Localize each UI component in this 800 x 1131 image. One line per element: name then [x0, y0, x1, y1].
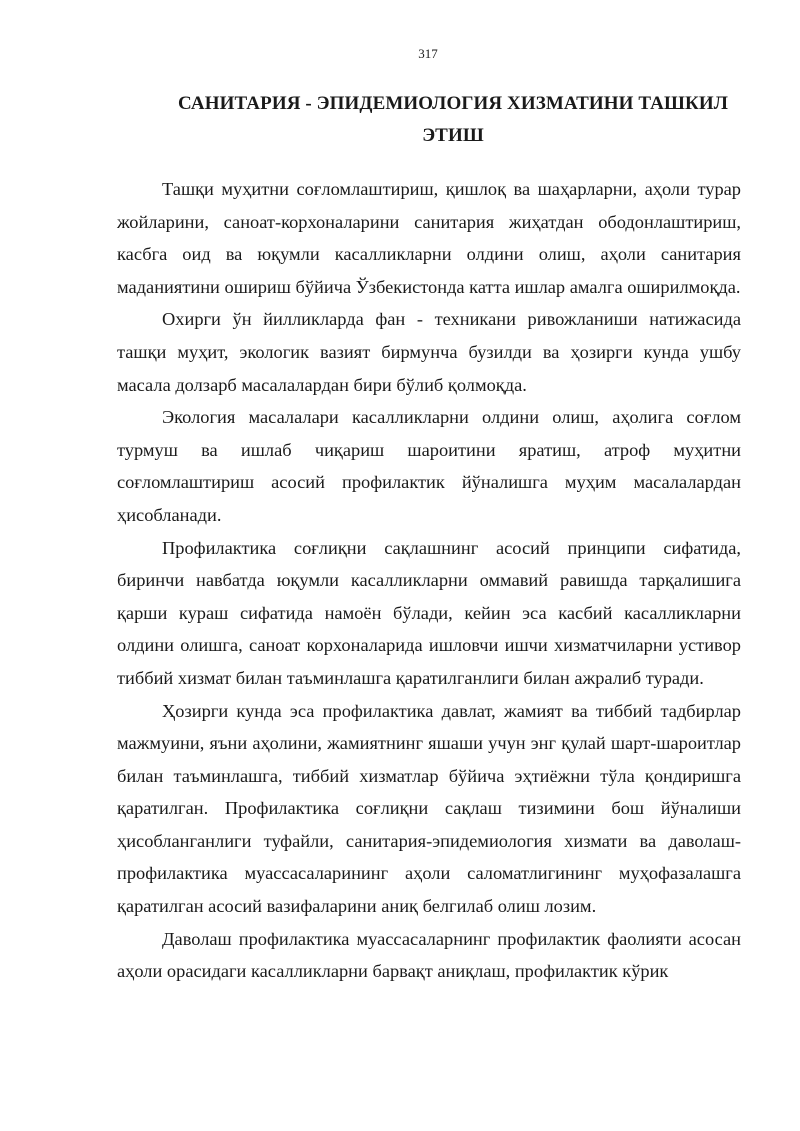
- body-text: [117, 173, 741, 988]
- paragraph: Охирги ўн йилликларда фан - техникани ривожланиши натижасида ташқи муҳит, экологик вазият бирмунча бузилди ва ҳозирги кунда ушбу масала долзарб масалалардан бири бўлиб қолмоқда.: [117, 309, 741, 395]
- paragraph: Ташқи муҳитни соғломлаштириш, қишлоқ ва шаҳарларни, аҳоли турар жойларини, саноат-корхоналарини санитария жиҳатдан ободонлаштириш, касбга оид ва юқумли касалликларни олдини олиш, аҳоли санитария маданиятини ошириш бўйича Ўзбекистонда катта ишлар амалга оширилмоқда.: [117, 179, 741, 297]
- title-line-1: САНИТАРИЯ - ЭПИДЕМИОЛОГИЯ ХИЗМАТИНИ ТАШКИЛ: [178, 93, 728, 114]
- page-title: [138, 88, 768, 152]
- paragraph: Ҳозирги кунда эса профилактика давлат, жамият ва тиббий тадбирлар мажмуини, яъни аҳолини, жамиятнинг яшаши учун энг қулай шарт-шароитлар билан таъминлашга, тиббий хизматлар бўйича эҳтиёжни тўла қондиришга қаратилган. Профилактика соғлиқни сақлаш тизимини бош йўналиши ҳисобланганлиги туфайли, санитария-эпидемиология хизмати ва даволаш-профилактика муассасаларининг аҳоли саломатлигининг муҳофазалашга қаратилган асосий вазифаларини аниқ белгилаб олиш лозим.: [117, 700, 741, 917]
- title-line-2: ЭТИШ: [422, 125, 484, 146]
- page-number: 317: [418, 46, 438, 61]
- paragraph: Экология масалалари касалликларни олдини олиш, аҳолига соғлом турмуш ва ишлаб чиқариш шароитини яратиш, атроф муҳитни соғломлаштириш асосий профилактик йўналишга муҳим масалалардан ҳисобланади.: [117, 407, 741, 525]
- paragraph: Даволаш профилактика муассасаларнинг профилактик фаолияти асосан аҳоли орасидаги касалликларни барвақт аниқлаш, профилактик кўрик: [117, 928, 741, 982]
- paragraph: Профилактика соғлиқни сақлашнинг асосий принципи сифатида, биринчи навбатда юқумли касалликларни оммавий равишда тарқалишига қарши кураш сифатида намоён бўлади, кейин эса касбий касалликларни олдини олишга, саноат корхоналарида ишловчи ишчи хизматчиларни устивор тиббий хизмат билан таъминлашга қаратилганлиги билан ажралиб туради.: [117, 537, 741, 688]
